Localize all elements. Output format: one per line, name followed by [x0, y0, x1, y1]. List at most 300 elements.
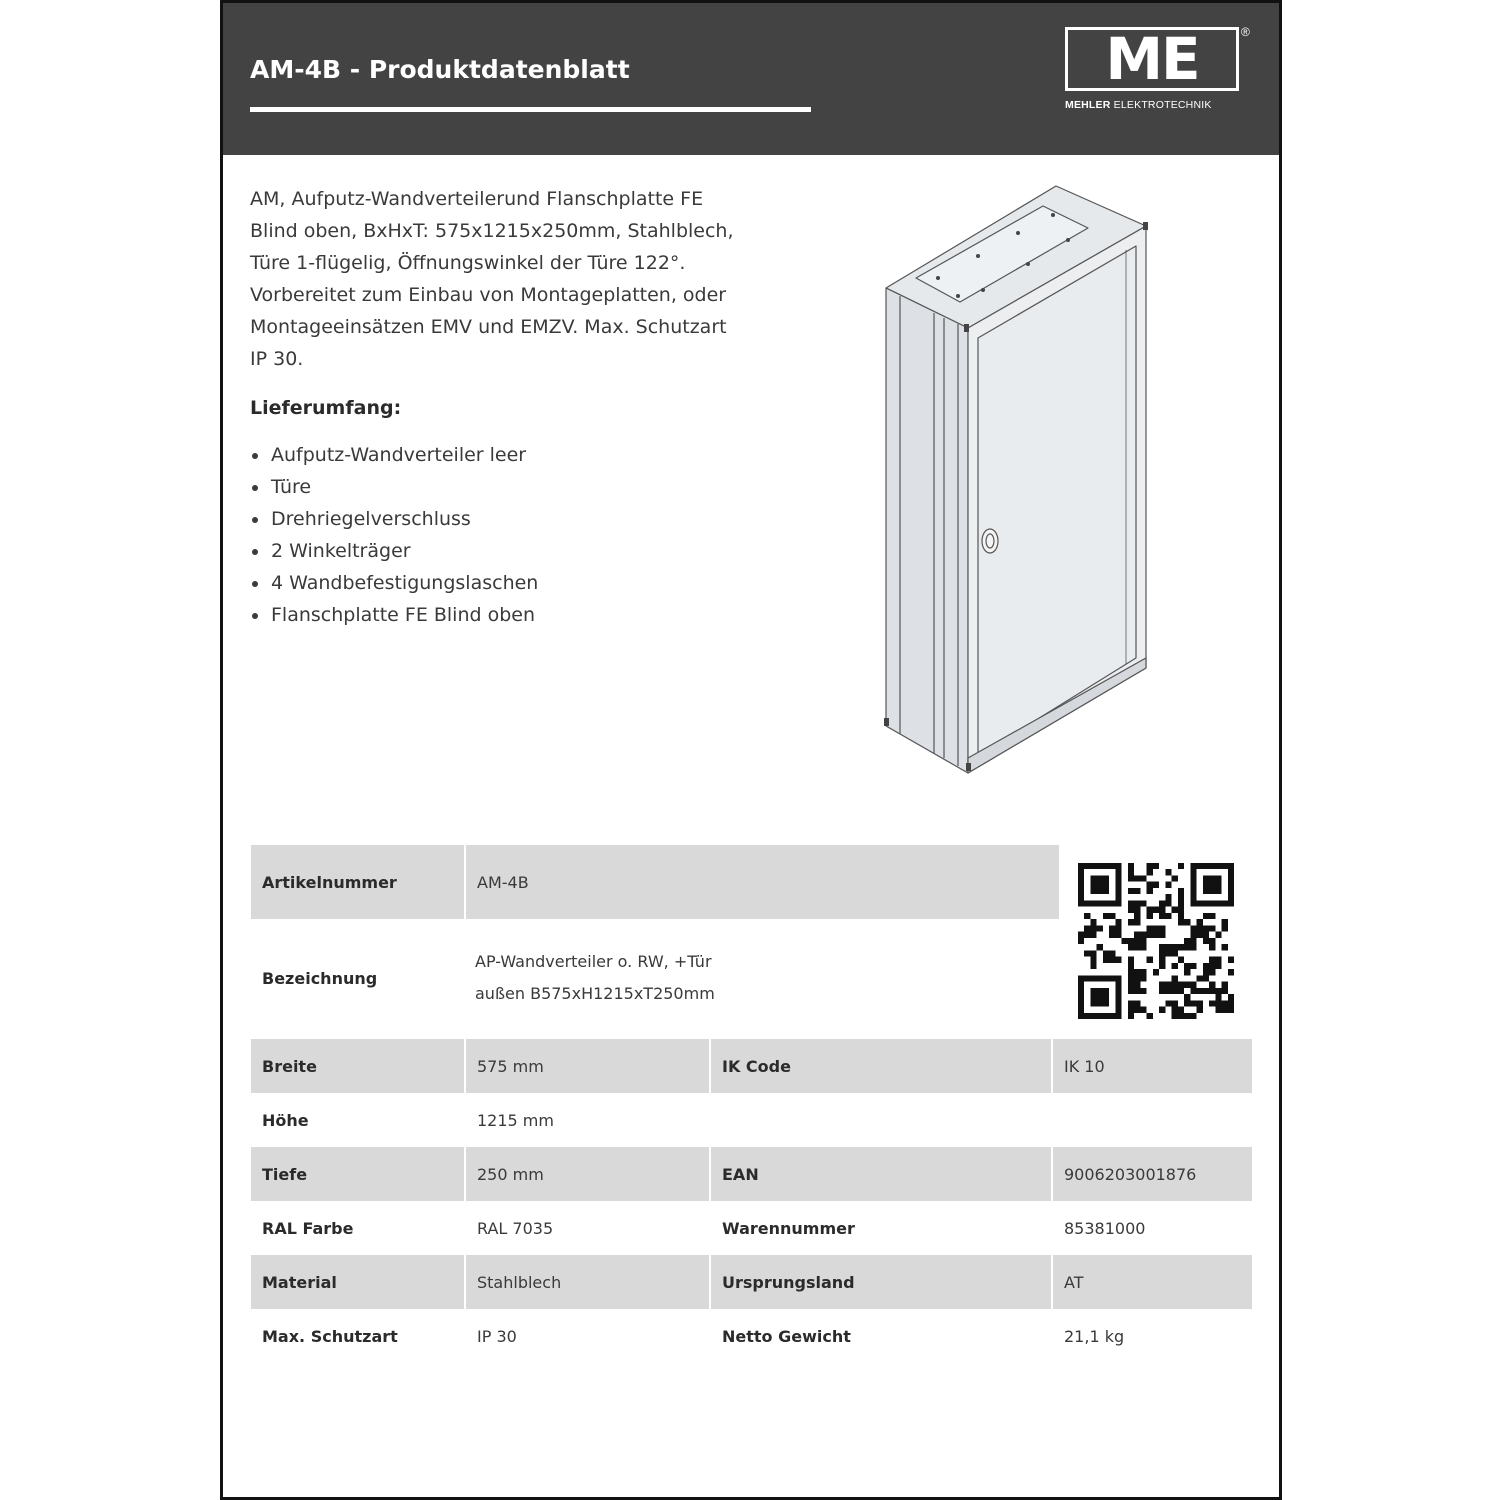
- qr-module: [1090, 900, 1096, 906]
- registered-mark: ®: [1241, 25, 1250, 39]
- qr-module: [1128, 863, 1134, 869]
- qr-module: [1097, 900, 1103, 906]
- qr-module: [1078, 875, 1084, 881]
- qr-module: [1084, 932, 1090, 938]
- qr-module: [1097, 988, 1103, 994]
- qr-module: [1197, 932, 1203, 938]
- qr-module: [1128, 988, 1134, 994]
- qr-module: [1159, 982, 1165, 988]
- qr-module: [1115, 988, 1121, 994]
- qr-module: [1109, 863, 1115, 869]
- qr-module: [1184, 938, 1190, 944]
- qr-module: [1165, 900, 1171, 906]
- qr-module: [1228, 869, 1234, 875]
- qr-module: [1215, 957, 1221, 963]
- qr-module: [1172, 1013, 1178, 1019]
- qr-module: [1103, 888, 1109, 894]
- description-line: Türe 1-flügelig, Öffnungswinkel der Türe 122°.: [250, 252, 686, 274]
- qr-module: [1197, 919, 1203, 925]
- spec-value: 9006203001876: [1051, 1147, 1252, 1201]
- qr-module: [1090, 863, 1096, 869]
- qr-module: [1078, 1000, 1084, 1006]
- qr-module: [1084, 975, 1090, 981]
- table-row: [251, 1309, 1252, 1363]
- description-line: Vorbereitet zum Einbau von Montageplatten, oder: [250, 284, 727, 306]
- qr-module: [1103, 875, 1109, 881]
- qr-module: [1128, 875, 1134, 881]
- qr-module: [1128, 944, 1134, 950]
- qr-module: [1159, 957, 1165, 963]
- qr-module: [1215, 988, 1221, 994]
- qr-module: [1228, 1007, 1234, 1013]
- qr-module: [1222, 1007, 1228, 1013]
- qr-module: [1159, 950, 1165, 956]
- spec-label: Artikelnummer: [262, 872, 397, 892]
- qr-module: [1190, 1000, 1196, 1006]
- qr-module: [1209, 982, 1215, 988]
- qr-module: [1103, 994, 1109, 1000]
- qr-module: [1190, 1013, 1196, 1019]
- spec-label: Max. Schutzart: [262, 1326, 398, 1346]
- qr-module: [1134, 900, 1140, 906]
- list-item: 2 Winkelträger: [250, 535, 538, 567]
- qr-module: [1097, 994, 1103, 1000]
- qr-module: [1222, 919, 1228, 925]
- spec-value: [1051, 1093, 1252, 1147]
- qr-module: [1103, 863, 1109, 869]
- qr-module: [1172, 944, 1178, 950]
- qr-module: [1203, 888, 1209, 894]
- qr-module: [1172, 975, 1178, 981]
- qr-module: [1172, 907, 1178, 913]
- qr-module: [1209, 882, 1215, 888]
- qr-module: [1228, 894, 1234, 900]
- qr-module: [1215, 875, 1221, 881]
- qr-module: [1228, 888, 1234, 894]
- qr-module: [1078, 888, 1084, 894]
- table-row: [251, 919, 1059, 1037]
- qr-module: [1097, 944, 1103, 950]
- qr-module: [1228, 957, 1234, 963]
- qr-module: [1184, 1013, 1190, 1019]
- spec-label: RAL Farbe: [262, 1218, 354, 1238]
- qr-module: [1128, 938, 1134, 944]
- qr-module: [1090, 963, 1096, 969]
- qr-module: [1178, 913, 1184, 919]
- logo-sub-text: ELEKTROTECHNIK: [1113, 99, 1212, 111]
- qr-module: [1203, 932, 1209, 938]
- qr-module: [1084, 913, 1090, 919]
- qr-module: [1128, 1013, 1134, 1019]
- spec-label: Tiefe: [262, 1164, 308, 1184]
- product-image: [878, 178, 1158, 778]
- qr-module: [1178, 894, 1184, 900]
- qr-module: [1178, 1013, 1184, 1019]
- qr-module: [1140, 944, 1146, 950]
- qr-module: [1134, 907, 1140, 913]
- qr-module: [1097, 875, 1103, 881]
- qr-module: [1209, 888, 1215, 894]
- qr-module: [1228, 1000, 1234, 1006]
- spec-value: Stahlblech: [464, 1255, 709, 1309]
- qr-module: [1090, 925, 1096, 931]
- qr-module: [1097, 882, 1103, 888]
- qr-module: [1172, 875, 1178, 881]
- qr-module: [1184, 994, 1190, 1000]
- qr-module: [1134, 888, 1140, 894]
- logo-box: [1065, 27, 1239, 91]
- qr-module: [1115, 982, 1121, 988]
- qr-module: [1203, 925, 1209, 931]
- qr-module: [1134, 1007, 1140, 1013]
- qr-module: [1090, 875, 1096, 881]
- qr-module: [1128, 957, 1134, 963]
- qr-module: [1097, 1013, 1103, 1019]
- qr-code: [1078, 863, 1234, 1019]
- qr-module: [1078, 863, 1084, 869]
- qr-module: [1222, 944, 1228, 950]
- qr-module: [1159, 944, 1165, 950]
- qr-module: [1159, 932, 1165, 938]
- datasheet-page: [220, 0, 1282, 1500]
- qr-module: [1203, 913, 1209, 919]
- qr-module: [1109, 900, 1115, 906]
- qr-module: [1197, 925, 1203, 931]
- spec-label: IK Code: [709, 1039, 1051, 1093]
- qr-module: [1159, 988, 1165, 994]
- qr-module: [1222, 982, 1228, 988]
- qr-module: [1172, 988, 1178, 994]
- qr-module: [1103, 1000, 1109, 1006]
- qr-module: [1159, 1007, 1165, 1013]
- qr-module: [1190, 932, 1196, 938]
- qr-module: [1147, 907, 1153, 913]
- qr-module: [1140, 975, 1146, 981]
- qr-module: [1115, 869, 1121, 875]
- spec-value: AT: [1051, 1255, 1252, 1309]
- qr-module: [1078, 994, 1084, 1000]
- list-item: Türe: [250, 471, 538, 503]
- qr-module: [1090, 988, 1096, 994]
- spec-value: IP 30: [464, 1309, 709, 1363]
- qr-module: [1172, 982, 1178, 988]
- qr-module: [1090, 919, 1096, 925]
- qr-module: [1222, 1000, 1228, 1006]
- qr-module: [1228, 969, 1234, 975]
- qr-module: [1128, 982, 1134, 988]
- scope-heading: Lieferumfang:: [250, 397, 402, 419]
- qr-module: [1109, 932, 1115, 938]
- qr-module: [1165, 988, 1171, 994]
- spec-label: Breite: [262, 1056, 317, 1076]
- qr-module: [1190, 863, 1196, 869]
- qr-module: [1228, 882, 1234, 888]
- qr-module: [1147, 869, 1153, 875]
- qr-module: [1140, 938, 1146, 944]
- description-line: Blind oben, BxHxT: 575x1215x250mm, Stahlblech,: [250, 220, 734, 242]
- table-row: [251, 1201, 1252, 1255]
- qr-module: [1190, 944, 1196, 950]
- qr-module: [1153, 932, 1159, 938]
- qr-module: [1178, 900, 1184, 906]
- qr-module: [1134, 919, 1140, 925]
- qr-module: [1109, 957, 1115, 963]
- qr-module: [1128, 919, 1134, 925]
- logo-letters: ME: [1105, 25, 1199, 93]
- qr-module: [1097, 863, 1103, 869]
- qr-module: [1122, 938, 1128, 944]
- qr-module: [1090, 994, 1096, 1000]
- qr-module: [1209, 900, 1215, 906]
- qr-module: [1228, 875, 1234, 881]
- qr-module: [1215, 863, 1221, 869]
- qr-module: [1159, 913, 1165, 919]
- qr-module: [1203, 975, 1209, 981]
- qr-module: [1172, 963, 1178, 969]
- qr-module: [1109, 950, 1115, 956]
- description-line: IP 30.: [250, 348, 304, 370]
- qr-module: [1184, 982, 1190, 988]
- logo-subtitle: [1065, 99, 1212, 111]
- qr-module: [1165, 950, 1171, 956]
- qr-module: [1115, 1007, 1121, 1013]
- header-bar: [223, 3, 1279, 155]
- qr-module: [1203, 875, 1209, 881]
- qr-module: [1197, 975, 1203, 981]
- qr-module: [1209, 988, 1215, 994]
- qr-module: [1228, 863, 1234, 869]
- qr-module: [1209, 957, 1215, 963]
- qr-module: [1115, 875, 1121, 881]
- qr-module: [1097, 925, 1103, 931]
- qr-module: [1140, 969, 1146, 975]
- qr-module: [1215, 1000, 1221, 1006]
- qr-module: [1215, 963, 1221, 969]
- list-item: 4 Wandbefestigungslaschen: [250, 567, 538, 599]
- qr-module: [1128, 869, 1134, 875]
- qr-module: [1078, 988, 1084, 994]
- qr-module: [1203, 863, 1209, 869]
- qr-module: [1115, 882, 1121, 888]
- qr-module: [1134, 913, 1140, 919]
- qr-module: [1215, 882, 1221, 888]
- qr-module: [1159, 925, 1165, 931]
- qr-module: [1184, 1000, 1190, 1006]
- qr-module: [1203, 988, 1209, 994]
- qr-module: [1228, 994, 1234, 1000]
- spec-value: IK 10: [1051, 1039, 1252, 1093]
- spec-label: Ursprungsland: [709, 1255, 1051, 1309]
- qr-module: [1134, 975, 1140, 981]
- page-title: AM-4B - Produktdatenblatt: [250, 55, 630, 84]
- qr-module: [1215, 888, 1221, 894]
- qr-module: [1090, 882, 1096, 888]
- qr-module: [1128, 1007, 1134, 1013]
- qr-module: [1209, 913, 1215, 919]
- qr-module: [1222, 900, 1228, 906]
- qr-module: [1190, 982, 1196, 988]
- qr-module: [1115, 888, 1121, 894]
- qr-module: [1184, 944, 1190, 950]
- qr-module: [1153, 907, 1159, 913]
- qr-module: [1115, 975, 1121, 981]
- qr-module: [1178, 863, 1184, 869]
- qr-module: [1178, 888, 1184, 894]
- product-description: [250, 183, 760, 375]
- qr-module: [1109, 975, 1115, 981]
- qr-module: [1115, 925, 1121, 931]
- qr-module: [1165, 913, 1171, 919]
- qr-module: [1115, 919, 1121, 925]
- qr-module: [1209, 925, 1215, 931]
- qr-module: [1134, 932, 1140, 938]
- qr-module: [1190, 963, 1196, 969]
- qr-module: [1178, 982, 1184, 988]
- qr-module: [1197, 863, 1203, 869]
- qr-module: [1165, 982, 1171, 988]
- list-item: Flanschplatte FE Blind oben: [250, 599, 538, 631]
- qr-module: [1209, 963, 1215, 969]
- qr-module: [1134, 1000, 1140, 1006]
- qr-module: [1197, 988, 1203, 994]
- qr-module: [1103, 957, 1109, 963]
- qr-module: [1153, 863, 1159, 869]
- spec-label: Material: [262, 1272, 337, 1292]
- logo-sub-bold: MEHLER: [1065, 99, 1111, 111]
- spec-value: AP-Wandverteiler o. RW, +Tür: [475, 952, 712, 971]
- spec-value: RAL 7035: [464, 1201, 709, 1255]
- qr-module: [1078, 1013, 1084, 1019]
- qr-module: [1134, 875, 1140, 881]
- qr-module: [1078, 938, 1084, 944]
- qr-module: [1115, 957, 1121, 963]
- qr-module: [1172, 1000, 1178, 1006]
- qr-module: [1172, 1007, 1178, 1013]
- qr-module: [1165, 1000, 1171, 1006]
- spec-value: 250 mm: [464, 1147, 709, 1201]
- qr-module: [1084, 1013, 1090, 1019]
- spec-value: 1215 mm: [464, 1093, 709, 1147]
- qr-module: [1159, 963, 1165, 969]
- qr-module: [1097, 975, 1103, 981]
- qr-module: [1078, 1007, 1084, 1013]
- qr-module: [1153, 882, 1159, 888]
- qr-module: [1197, 1000, 1203, 1006]
- qr-module: [1090, 950, 1096, 956]
- qr-module: [1090, 975, 1096, 981]
- qr-module: [1134, 982, 1140, 988]
- qr-module: [1190, 894, 1196, 900]
- qr-module: [1209, 863, 1215, 869]
- qr-module: [1090, 932, 1096, 938]
- qr-module: [1140, 900, 1146, 906]
- qr-module: [1147, 888, 1153, 894]
- spec-value: AM-4B: [464, 845, 1059, 919]
- qr-module: [1190, 869, 1196, 875]
- qr-module: [1184, 963, 1190, 969]
- qr-module: [1147, 932, 1153, 938]
- qr-module: [1209, 944, 1215, 950]
- qr-module: [1147, 882, 1153, 888]
- qr-module: [1078, 869, 1084, 875]
- qr-module: [1165, 882, 1171, 888]
- qr-module: [1097, 888, 1103, 894]
- qr-module: [1178, 907, 1184, 913]
- qr-module: [1115, 894, 1121, 900]
- qr-module: [1197, 1007, 1203, 1013]
- qr-module: [1190, 888, 1196, 894]
- qr-module: [1203, 969, 1209, 975]
- qr-module: [1097, 1000, 1103, 1006]
- qr-module: [1115, 1000, 1121, 1006]
- qr-module: [1115, 994, 1121, 1000]
- table-row: [251, 1147, 1252, 1201]
- qr-module: [1147, 913, 1153, 919]
- spec-label: Bezeichnung: [262, 968, 378, 988]
- qr-module: [1209, 1000, 1215, 1006]
- qr-module: [1159, 900, 1165, 906]
- qr-module: [1084, 950, 1090, 956]
- qr-module: [1115, 1013, 1121, 1019]
- qr-module: [1090, 1013, 1096, 1019]
- qr-module: [1203, 938, 1209, 944]
- spec-label: [709, 1093, 1051, 1147]
- list-item: Aufputz-Wandverteiler leer: [250, 439, 538, 471]
- spec-label: EAN: [709, 1147, 1051, 1201]
- qr-module: [1103, 1013, 1109, 1019]
- qr-module: [1147, 863, 1153, 869]
- qr-module: [1128, 888, 1134, 894]
- spec-value-multiline: [464, 919, 1059, 1037]
- qr-module: [1078, 975, 1084, 981]
- mehler-logo: [1065, 27, 1255, 117]
- spec-label: Warennummer: [709, 1201, 1051, 1255]
- qr-module: [1209, 938, 1215, 944]
- scope-list: [250, 439, 538, 631]
- qr-module: [1103, 950, 1109, 956]
- table-row: [251, 1093, 1252, 1147]
- qr-module: [1090, 888, 1096, 894]
- description-line: AM, Aufputz-Wandverteilerund Flanschplatte FE: [250, 188, 704, 210]
- qr-module: [1103, 913, 1109, 919]
- qr-module: [1103, 988, 1109, 994]
- qr-module: [1178, 957, 1184, 963]
- qr-module: [1203, 882, 1209, 888]
- qr-module: [1178, 944, 1184, 950]
- table-row: [251, 1039, 1252, 1093]
- qr-module: [1084, 863, 1090, 869]
- qr-module: [1078, 894, 1084, 900]
- qr-module: [1128, 969, 1134, 975]
- qr-module: [1128, 907, 1134, 913]
- qr-module: [1178, 988, 1184, 994]
- qr-module: [1078, 882, 1084, 888]
- qr-module: [1147, 925, 1153, 931]
- qr-module: [1228, 900, 1234, 906]
- qr-module: [1128, 1000, 1134, 1006]
- qr-module: [1165, 894, 1171, 900]
- qr-module: [1134, 944, 1140, 950]
- qr-module: [1128, 963, 1134, 969]
- qr-module: [1103, 900, 1109, 906]
- table-row: [251, 1255, 1252, 1309]
- qr-module: [1190, 925, 1196, 931]
- qr-module: [1153, 925, 1159, 931]
- qr-module: [1153, 969, 1159, 975]
- qr-module: [1172, 950, 1178, 956]
- qr-module: [1190, 875, 1196, 881]
- qr-module: [1147, 957, 1153, 963]
